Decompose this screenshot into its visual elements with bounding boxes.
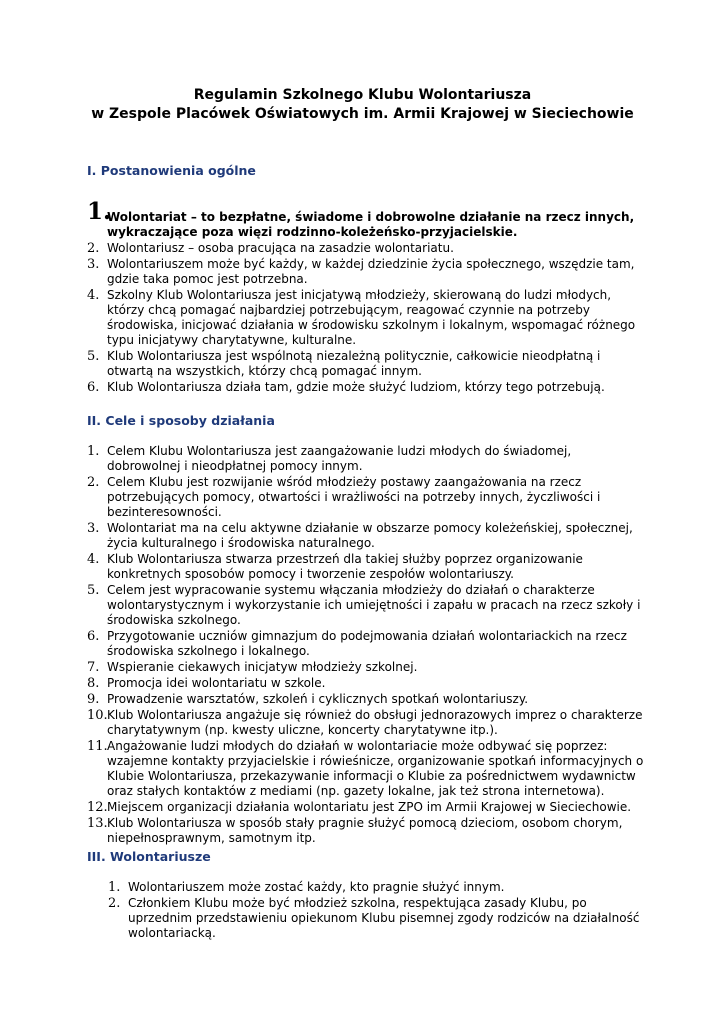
document-title-line-2: w Zespole Placówek Oświatowych im. Armii Krajowej w Sieciechowie	[91, 106, 634, 122]
item-text: Prowadzenie warsztatów, szkoleń i cyklicznych spotkań wolontariuszy.	[107, 692, 529, 706]
item-text: Celem Klubu jest rozwijanie wśród młodzieży postawy zaangażowania na rzecz potrzebujących pomocy, otwartości i wrażliwości na potrzeby innych, życzliwości i bezinteresowności.	[107, 475, 601, 519]
list-item	[87, 739, 647, 799]
item-text: Wolontariuszem może zostać każdy, kto pragnie służyć innym.	[128, 880, 505, 894]
list-item	[87, 241, 647, 256]
list-item	[87, 676, 647, 691]
item-text: Klub Wolontariusza jest wspólnotą niezależną politycznie, całkowicie nieodpłatną i otwartą na wszystkich, którzy chcą pomagać innym.	[107, 349, 601, 378]
item-number: 2.	[108, 896, 121, 911]
item-text: Celem Klubu Wolontariusza jest zaangażowanie ludzi młodych do świadomej, dobrowolnej i nieodpłatnej pomocy innym.	[107, 444, 572, 473]
item-text: Wolontariat – to bezpłatne, świadome i dobrowolne działanie na rzecz innych, wykraczające poza więzi rodzinno-koleżeńsko-przyjacielskie.	[107, 210, 635, 239]
list-item	[87, 692, 647, 707]
item-text: Promocja idei wolontariatu w szkole.	[107, 676, 326, 690]
list-item	[87, 288, 647, 348]
item-text: Przygotowanie uczniów gimnazjum do podejmowania działań wolontariackich na rzecz środowiska szkolnego i lokalnego.	[107, 629, 627, 658]
item-number: 13.	[87, 816, 108, 831]
item-number: 3.	[87, 257, 100, 272]
item-number: 5.	[87, 583, 100, 598]
item-text: Klub Wolontariusza angażuje się również do obsługi jednorazowych imprez o charakterze charytatywnym (np. kwesty uliczne, koncerty charytatywne itp.).	[107, 708, 643, 737]
item-number: 2.	[87, 241, 100, 256]
item-text: Klub Wolontariusza w sposób stały pragnie służyć pomocą dzieciom, osobom chorym, niepełnosprawnym, samotnym itp.	[107, 816, 623, 845]
list-item	[87, 708, 647, 738]
list-item	[87, 257, 647, 287]
list-item	[87, 444, 647, 474]
item-number: 4.	[87, 552, 100, 567]
item-number: 11.	[87, 739, 108, 754]
item-number: 4.	[87, 288, 100, 303]
item-text: Wolontariusz – osoba pracująca na zasadzie wolontariatu.	[107, 241, 454, 255]
item-number: 1.	[87, 444, 100, 459]
list-item	[87, 583, 647, 628]
list-item	[87, 552, 647, 582]
list-item	[87, 349, 647, 379]
item-text: Wspieranie ciekawych inicjatyw młodzieży szkolnej.	[107, 660, 418, 674]
item-number: 12.	[87, 800, 108, 815]
item-number: 1.	[87, 198, 112, 225]
item-text: Członkiem Klubu może być młodzież szkolna, respektująca zasady Klubu, po uprzednim przedstawieniu opiekunom Klubu pisemnej zgody rodziców na działalność wolontariacką.	[128, 896, 640, 940]
section-heading-goals: II. Cele i sposoby działania	[87, 413, 275, 428]
item-number: 3.	[87, 521, 100, 536]
list-item	[87, 380, 647, 395]
item-text: Celem jest wypracowanie systemu włączania młodzieży do działań o charakterze wolontarystycznym i wykorzystanie ich umiejętności i zapału w pracach na rzecz szkoły i środowiska szkolnego.	[107, 583, 641, 627]
item-number: 7.	[87, 660, 100, 675]
item-number: 6.	[87, 380, 100, 395]
list-item	[87, 660, 647, 675]
list-item	[108, 880, 648, 895]
list-item	[87, 629, 647, 659]
item-text: Szkolny Klub Wolontariusza jest inicjatywą młodzieży, skierowaną do ludzi młodych, którzy chcą pomagać najbardziej potrzebującym, reagować czynnie na potrzeby środowiska, inicjować działania w środowisku szkolnym i lokalnym, wspomagać różnego typu inicjatywy charytatywne, kulturalne.	[107, 288, 636, 347]
item-text: Klub Wolontariusza stwarza przestrzeń dla takiej służby poprzez organizowanie konkretnych sposobów pomocy i tworzenie zespołów wolontariuszy.	[107, 552, 583, 581]
item-number: 10.	[87, 708, 108, 723]
list-item	[87, 800, 647, 815]
item-number: 1.	[108, 880, 121, 895]
section-list-goals	[87, 444, 647, 847]
item-number: 2.	[87, 475, 100, 490]
section-list-general	[87, 198, 647, 396]
item-number: 8.	[87, 676, 100, 691]
item-text: Angażowanie ludzi młodych do działań w wolontariacie może odbywać się poprzez: wzajemne kontakty przyjacielskie i rówieśnicze, organizowanie spotkań informacyjnych o Klubie Wolontariusza, przekazywanie informacji o Klubie za pośrednictwem wydawnictw oraz stałych kontaktów z mediami (np. gazety lokalne, jak też strona internetowa).	[107, 739, 644, 798]
section-heading-volunteers: III. Wolontariusze	[87, 849, 211, 864]
list-item	[87, 198, 647, 240]
item-text: Wolontariat ma na celu aktywne działanie w obszarze pomocy koleżeńskiej, społecznej, życia kulturalnego i środowiska naturalnego.	[107, 521, 633, 550]
section-list-volunteers	[108, 880, 648, 942]
list-item	[87, 521, 647, 551]
list-item	[87, 475, 647, 520]
item-text: Miejscem organizacji działania wolontariatu jest ZPO im Armii Krajowej w Sieciechowie.	[107, 800, 632, 814]
item-text: Wolontariuszem może być każdy, w każdej dziedzinie życia społecznego, wszędzie tam, gdzie taka pomoc jest potrzebna.	[107, 257, 635, 286]
item-number: 5.	[87, 349, 100, 364]
document-title-line-1: Regulamin Szkolnego Klubu Wolontariusza	[193, 87, 532, 103]
item-number: 6.	[87, 629, 100, 644]
item-text: Klub Wolontariusza działa tam, gdzie może służyć ludziom, którzy tego potrzebują.	[107, 380, 605, 394]
item-number: 9.	[87, 692, 100, 707]
list-item	[108, 896, 648, 941]
section-heading-general: I. Postanowienia ogólne	[87, 163, 256, 178]
list-item	[87, 816, 647, 846]
